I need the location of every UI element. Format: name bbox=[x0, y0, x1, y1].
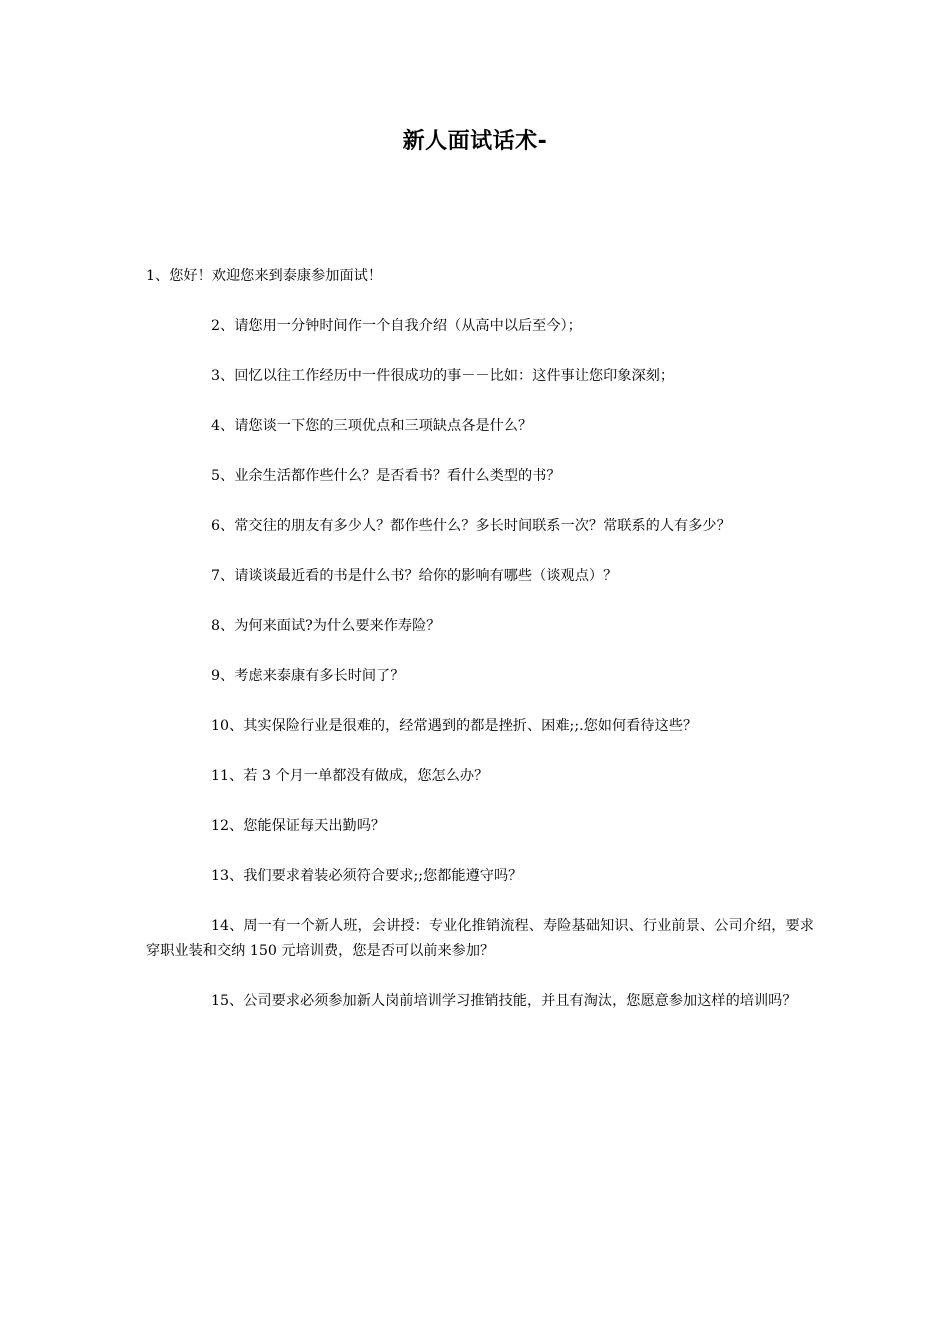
list-item: 6、常交往的朋友有多少人？都作些什么？多长时间联系一次？常联系的人有多少？ bbox=[211, 518, 731, 534]
list-item: 14、周一有一个新人班，会讲授：专业化推销流程、寿险基础知识、行业前景、公司介绍，要求穿职业装和交纳 150 元培训费，您是否可以前来参加？ bbox=[146, 918, 814, 959]
list-item: 8、为何来面试?为什么要来作寿险？ bbox=[211, 618, 441, 634]
list-item: 3、回忆以往工作经历中一件很成功的事－－比如：这件事让您印象深刻； bbox=[211, 368, 675, 384]
list-item: 10、其实保险行业是很难的，经常遇到的都是挫折、困难;;.您如何看待这些？ bbox=[211, 718, 698, 734]
list-item: 5、业余生活都作些什么？是否看书？看什么类型的书？ bbox=[211, 468, 561, 484]
list-item: 7、请谈谈最近看的书是什么书？给你的影响有哪些（谈观点）？ bbox=[211, 568, 618, 584]
document-title: 新人面试话术- bbox=[402, 129, 548, 154]
list-item: 4、请您谈一下您的三项优点和三项缺点各是什么？ bbox=[211, 418, 533, 434]
list-item: 13、我们要求着装必须符合要求;;您都能遵守吗？ bbox=[211, 868, 523, 884]
list-item: 15、公司要求必须参加新人岗前培训学习推销技能，并且有淘汰，您愿意参加这样的培训吗？ bbox=[211, 993, 797, 1009]
list-item: 11、若 3 个月一单都没有做成，您怎么办？ bbox=[211, 768, 489, 784]
list-item: 9、考虑来泰康有多长时间了？ bbox=[211, 668, 405, 684]
list-item: 12、您能保证每天出勤吗？ bbox=[211, 818, 386, 834]
list-item: 2、请您用一分钟时间作一个自我介绍（从高中以后至今）； bbox=[211, 318, 582, 334]
document-body bbox=[146, 264, 814, 1039]
list-item: 1、您好！欢迎您来到泰康参加面试！ bbox=[146, 268, 383, 284]
